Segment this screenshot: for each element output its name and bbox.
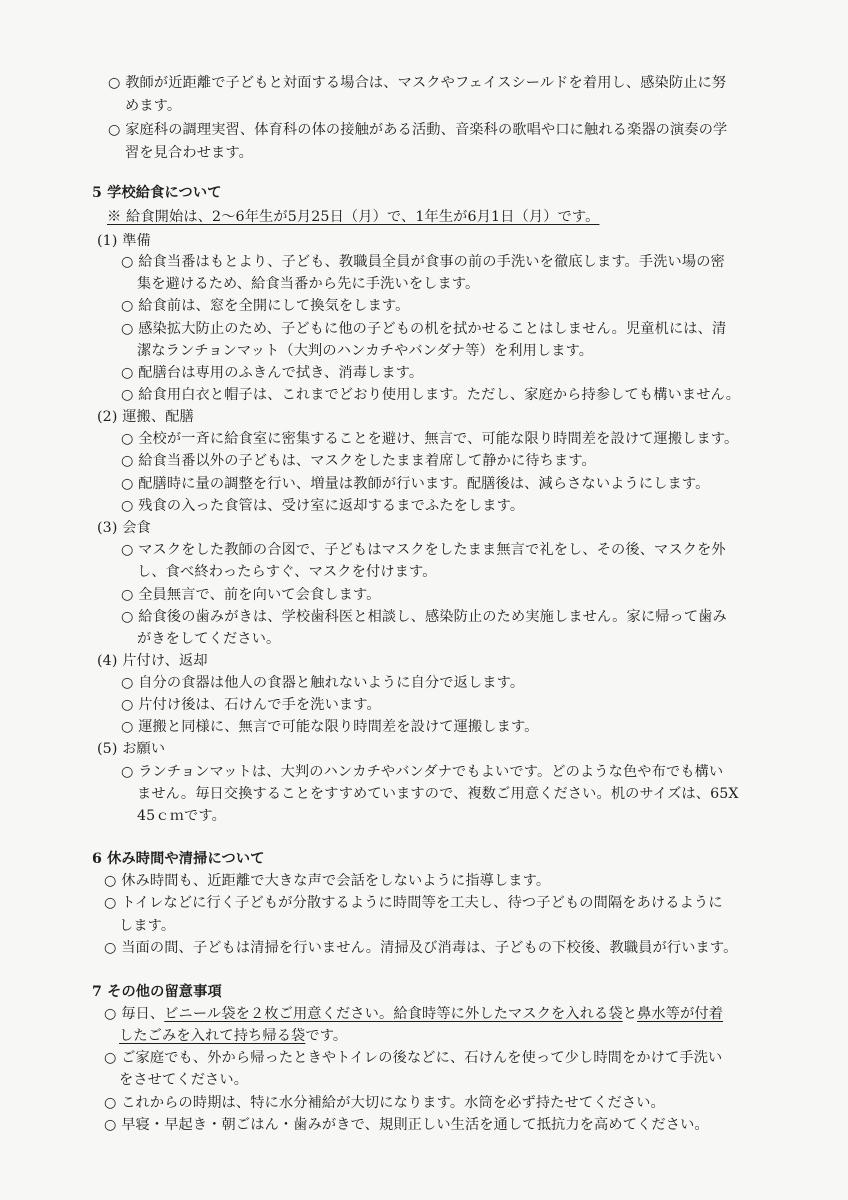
sec5-sub2-bullet3: ○ 配膳時に量の調整を行い、増量は教師が行います。配膳後は、減らさないようにします。: [121, 476, 710, 492]
sec5-sub5-bullet1-line3: 45ｃｍです。: [137, 808, 226, 824]
sec5-sub1-bullet3-line2: 潔なランチョンマット（大判のハンカチやバンダナ等）を利用します。: [137, 343, 594, 359]
sec4-bullet-mask-line2: めます。: [125, 98, 182, 114]
sec5-sub3-heading: (3) 会食: [97, 520, 151, 536]
sec5-sub1-heading: (1) 準備: [97, 233, 151, 249]
sec5-sub4-bullet1: ○ 自分の食器は他人の食器と触れないように自分で返します。: [121, 675, 525, 691]
sec6-bullet3: ○ 当面の間、子どもは清掃を行いません。清掃及び消毒は、子どもの下校後、教職員が行います。: [104, 940, 738, 956]
sec5-sub2-bullet2: ○ 給食当番以外の子どもは、マスクをしたまま着席して静かに待ちます。: [121, 453, 596, 469]
sec7-bullet3: ○ これからの時期は、特に水分補給が大切になります。水筒を必ず持たせてください。: [104, 1095, 665, 1111]
sec5-sub3-bullet1-line2: し、食べ終わったらすぐ、マスクを付けます。: [137, 564, 437, 580]
sec6-heading: 6 休み時間や清掃について: [92, 851, 265, 867]
sec5-sub5-heading: (5) お願い: [97, 741, 166, 757]
sec5-sub2-bullet4: ○ 残食の入った食管は、受け室に返却するまでふたをします。: [121, 498, 525, 514]
sec5-sub4-heading: (4) 片付け、返却: [97, 653, 208, 669]
sec7-bullet1-line2: [119, 1026, 347, 1046]
sec7-bullet4: ○ 早寝・早起き・朝ごはん・歯みがきで、規則正しい生活を通して抵抗力を高めてください。: [104, 1117, 709, 1133]
sec5-sub3-bullet2: ○ 全員無言で、前を向いて会食します。: [121, 587, 381, 603]
sec7-bullet2-line1: ○ ご家庭でも、外から帰ったときやトイレの後などに、石けんを使って少し時間をかけて手洗い: [104, 1050, 723, 1066]
sec7-bullet2-line2: をさせてください。: [119, 1072, 249, 1088]
sec4-bullet-activities-line2: 習を見合わせます。: [125, 145, 253, 161]
sec7-bullet1-underlined-trash-bag: したごみを入れて持ち帰る袋: [119, 1028, 306, 1044]
sec6-bullet1: ○ 休み時間も、近距離で大きな声で会話をしないように指導します。: [104, 873, 551, 889]
sec5-sub4-bullet3: ○ 運搬と同様に、無言で可能な限り時間差を設けて運搬します。: [121, 719, 539, 735]
sec5-sub3-bullet3-line1: ○ 給食後の歯みがきは、学校歯科医と相談し、感染防止のため実施しません。家に帰って歯み: [121, 609, 727, 625]
sec7-bullet1-text-b: と: [622, 1006, 638, 1022]
sec6-bullet2-line2: します。: [119, 918, 176, 934]
sec7-bullet1-text-c: です。: [305, 1028, 348, 1044]
sec5-sub2-heading: (2) 運搬、配膳: [97, 409, 194, 425]
sec7-bullet1-underlined-nose: 鼻水等が付着: [637, 1006, 724, 1022]
sec5-sub1-bullet1-line2: 集を避けるため、給食当番から先に手洗いをします。: [137, 276, 480, 292]
sec5-sub1-bullet5: ○ 給食用白衣と帽子は、これまでどおり使用します。ただし、家庭から持参しても構いません。: [121, 387, 741, 403]
sec4-bullet-mask-line1: ○ 教師が近距離で子どもと対面する場合は、マスクやフェイスシールドを着用し、感染防止に努: [108, 75, 727, 91]
sec7-bullet1-underlined-bags: ビニール袋を２枚ご用意ください。: [164, 1006, 394, 1022]
sec5-sub1-bullet1-line1: ○ 給食当番はもとより、子ども、教職員全員が食事の前の手洗いを徹底します。手洗い場の密: [121, 254, 725, 270]
sec7-bullet1-underlined-mask-bag: 給食時等に外したマスクを入れる袋: [393, 1006, 623, 1022]
sec5-heading: 5 学校給食について: [92, 185, 222, 201]
sec6-bullet2-line1: ○ トイレなどに行く子どもが分散するように時間等を工夫し、待つ子どもの間隔をあけるように: [104, 895, 723, 911]
sec5-sub1-bullet3-line1: ○ 感染拡大防止のため、子どもに他の子どもの机を拭かせることはしません。児童机には、清: [121, 321, 727, 337]
sec5-sub4-bullet2: ○ 片付け後は、石けんで手を洗います。: [121, 697, 381, 713]
sec5-sub3-bullet1-line1: ○ マスクをした教師の合図で、子どもはマスクをしたまま無言で礼をし、その後、マスクを外: [121, 542, 726, 558]
sec5-sub5-bullet1-line2: ません。毎日交換することをすすめていますので、複数ご用意ください。机のサイズは、65X: [137, 786, 739, 802]
sec5-sub3-bullet3-line2: がきをしてください。: [137, 631, 281, 647]
sec5-sub1-bullet2: ○ 給食前は、窓を全開にして換気をします。: [121, 298, 410, 314]
sec5-start-date-note: ※ 給食開始は、2～6年生が5月25日（月）で、1年生が6月1日（月）です。: [107, 209, 600, 225]
sec7-bullet1-line1: [104, 1004, 723, 1024]
sec5-sub2-bullet1: ○ 全校が一斉に給食室に密集することを避け、無言で、可能な限り時間差を設けて運搬します。: [121, 431, 739, 447]
sec7-bullet1-text-a: ○ 毎日、: [104, 1006, 165, 1022]
sec5-sub5-bullet1-line1: ○ ランチョンマットは、大判のハンカチやバンダナでもよいです。どのような色や布でも構い: [121, 764, 724, 780]
sec7-heading: 7 その他の留意事項: [92, 984, 222, 1000]
sec5-sub1-bullet4: ○ 配膳台は専用のふきんで拭き、消毒します。: [121, 365, 424, 381]
sec4-bullet-activities-line1: ○ 家庭科の調理実習、体育科の体の接触がある活動、音楽科の歌唱や口に触れる楽器の演奏の学: [108, 122, 728, 138]
